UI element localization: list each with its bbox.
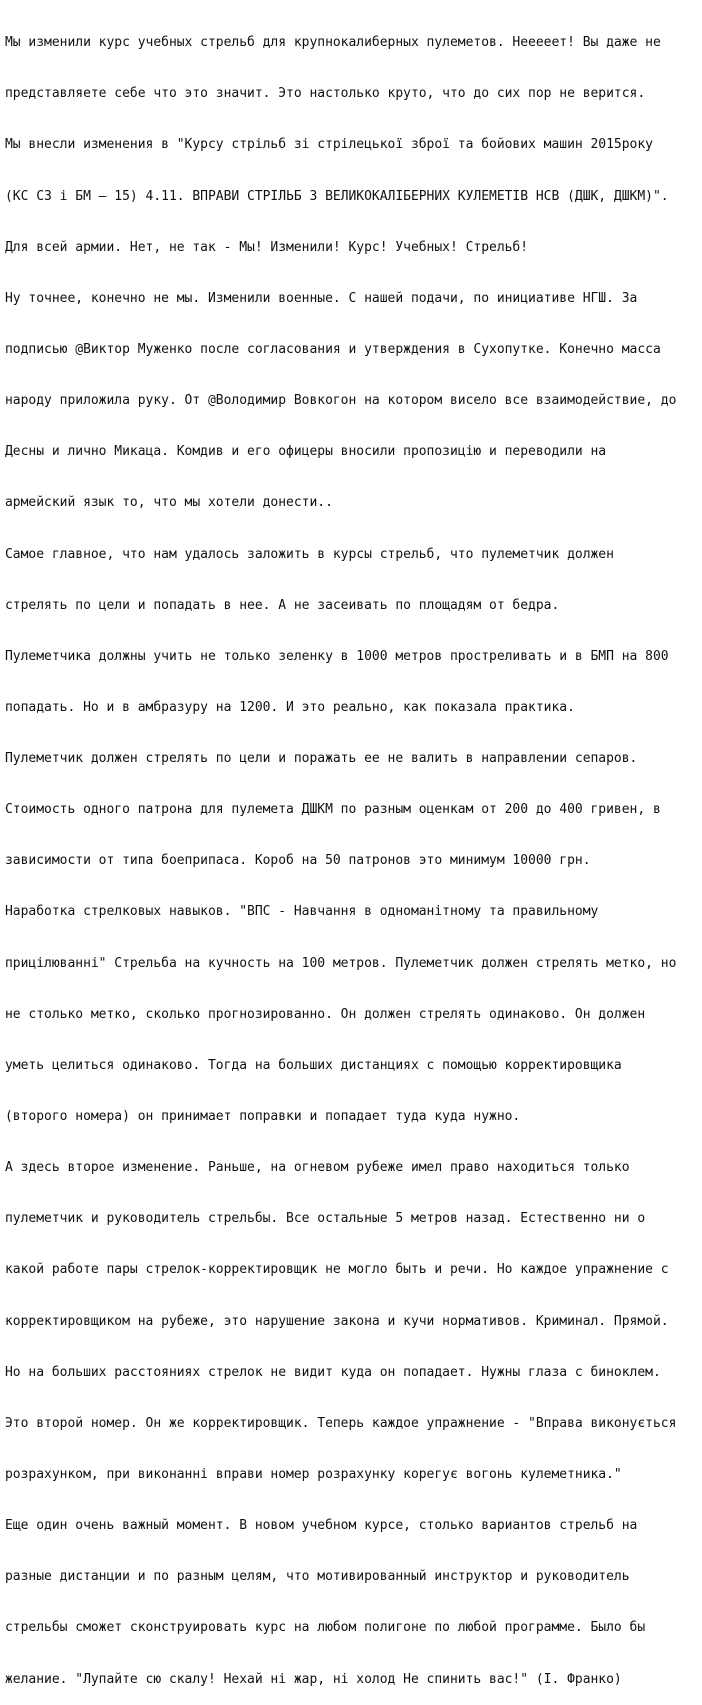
text-line: Наработка стрелковых навыков. "ВПС - Навчання в одноманітному та правильному (5, 904, 599, 920)
text-line: какой работе пары стрелок-корректировщик не могло быть и речи. Но каждое упражнение с (5, 1262, 669, 1278)
text-line: представляете себе что это значит. Это настолько круто, что до сих пор не верится. (5, 86, 646, 102)
text-line: Мы изменили курс учебных стрельб для крупнокалиберных пулеметов. Нееееет! Вы даже не (5, 35, 661, 51)
text-line: стрельбы сможет сконструировать курс на любом полигоне по любой программе. Было бы (5, 1620, 646, 1636)
text-line: прицілюванні" Стрельба на кучность на 100 метров. Пулеметчик должен стрелять метко, но (5, 955, 677, 971)
text-line: стрелять по цели и попадать в нее. А не засеивать по площадям от бедра. (5, 597, 560, 613)
text-line: Стоимость одного патрона для пулемета ДШКМ по разным оценкам от 200 до 400 гривен, в (5, 802, 661, 818)
text-line: Мы внесли изменения в "Курсу стрільб зі стрілецької зброї та бойових машин 2015року (5, 137, 653, 153)
text-line: розрахунком, при виконанні вправи номер розрахунку корегує вогонь кулеметника." (5, 1467, 622, 1483)
text-line: пулеметчик и руководитель стрельбы. Все остальные 5 метров назад. Естественно ни о (5, 1211, 646, 1227)
text-line: Десны и лично Микаца. Комдив и его офицеры вносили пропозицію и переводили на (5, 444, 607, 460)
text-line: разные дистанции и по разным целям, что мотивированный инструктор и руководитель (5, 1569, 630, 1585)
text-line: Еще один очень важный момент. В новом учебном курсе, столько вариантов стрельб на (5, 1518, 638, 1534)
post-text (5, 0, 700, 1705)
text-line: Это второй номер. Он же корректировщик. Теперь каждое упражнение - "Вправа виконується (5, 1415, 677, 1431)
text-line: А здесь второе изменение. Раньше, на огневом рубеже имел право находиться только (5, 1160, 630, 1176)
text-line: Для всей армии. Нет, не так - Мы! Изменили! Курс! Учебных! Стрельб! (5, 239, 529, 255)
text-line: Ну точнее, конечно не мы. Изменили военные. С нашей подачи, по инициативе НГШ. За (5, 290, 638, 306)
text-line: уметь целиться одинаково. Тогда на больших дистанциях с помощью корректировщика (5, 1057, 622, 1073)
text-line: зависимости от типа боеприпаса. Короб на 50 патронов это минимум 10000 грн. (5, 853, 591, 869)
text-line: Но на больших расстояниях стрелок не видит куда он попадает. Нужны глаза с биноклем. (5, 1364, 661, 1380)
text-line: Пулеметчик должен стрелять по цели и поражать ее не валить в направлении сепаров. (5, 751, 638, 767)
text-line: подписью @Виктор Муженко после согласования и утверждения в Сухопутке. Конечно масса (5, 341, 661, 357)
text-line: армейский язык то, что мы хотели донести.. (5, 495, 333, 511)
text-line: корректировщиком на рубеже, это нарушение закона и кучи нормативов. Криминал. Прямой. (5, 1313, 669, 1329)
text-line: народу приложила руку. От @Володимир Вовкогон на котором висело все взаимодействие, до (5, 393, 677, 409)
text-line: попадать. Но и в амбразуру на 1200. И это реально, как показала практика. (5, 699, 575, 715)
text-line: (второго номера) он принимает поправки и попадает туда куда нужно. (5, 1109, 521, 1125)
text-line: Самое главное, что нам удалось заложить в курсы стрельб, что пулеметчик должен (5, 546, 614, 562)
text-line: Пулеметчика должны учить не только зеленку в 1000 метров простреливать и в БМП на 800 (5, 648, 669, 664)
text-line: желание. "Лупайте сю скалу! Нехай ні жар, ні холод Не спинить вас!" (І. Франко) (5, 1671, 622, 1687)
text-line: не столько метко, сколько прогнозированно. Он должен стрелять одинаково. Он должен (5, 1006, 646, 1022)
text-line: (КС СЗ і БМ – 15) 4.11. ВПРАВИ СТРІЛЬБ З ВЕЛИКОКАЛІБЕРНИХ КУЛЕМЕТІВ НСВ (ДШК, ДШКМ)". (5, 188, 669, 204)
